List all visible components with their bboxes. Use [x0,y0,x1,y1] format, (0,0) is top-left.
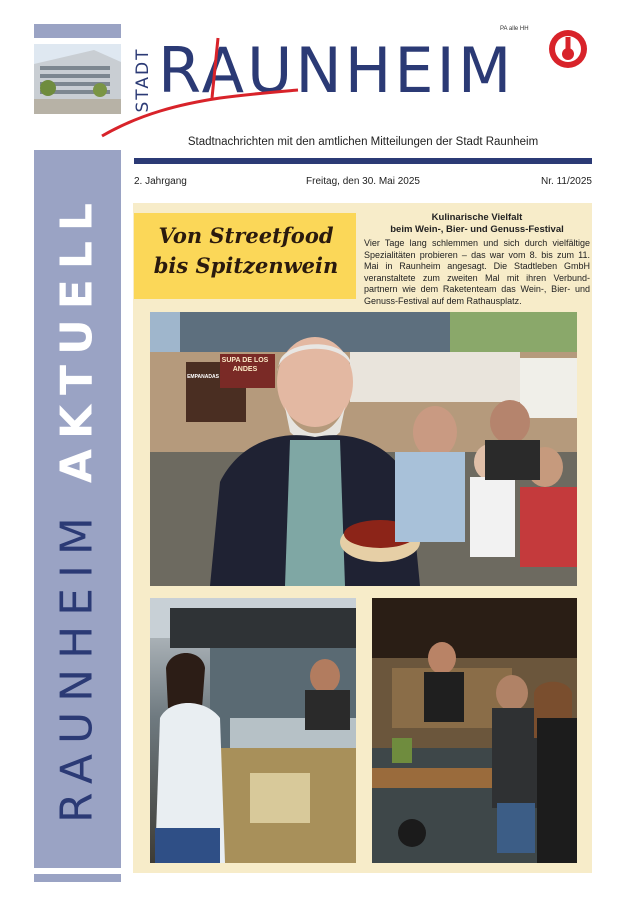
headline-line1: Von Streetfood [158,223,334,248]
teaser-title-line2: beim Wein-, Bier- und Genuss-Festival [390,224,564,235]
sidebar-bottom-bar [34,874,121,882]
food-truck-photo [150,598,356,863]
sidebar-title-aktuell: AKTUELL [51,193,103,484]
masthead-subtitle: Stadtnachrichten mit den amtlichen Mitteilungen der Stadt Raunheim [187,136,539,148]
issue-volume: 2. Jahrgang [134,176,187,187]
festival-main-photo-graphic [150,312,577,586]
masthead-city: RAUNHEIM [158,34,515,107]
sidebar-title [52,193,103,823]
festival-main-photo [150,312,577,586]
couple-stall-photo-graphic [372,598,577,863]
food-truck-photo-graphic [150,598,356,863]
masthead-stadt: STADT [133,47,153,113]
teaser-title [364,212,590,236]
feature-headline [140,221,352,281]
city-seal-icon [547,28,589,70]
issue-number: Nr. 11/2025 [541,176,592,187]
pa-note: PA alle HH [500,26,529,32]
stall-sign: SUPA DE LOS ANDES [221,357,269,373]
headline-line2: bis Spitzenwein [153,253,339,278]
couple-stall-photo [372,598,577,863]
masthead-rule [134,158,592,164]
teaser-title-line1: Kulinarische Vielfalt [431,212,523,223]
masthead-swoosh [100,28,300,138]
teaser-body: Vier Tage lang schlemmen und sich durch vielfältige Spezialitäten probieren – das war vom 8. bis zum 11. Mai in Raunheim angesagt. Die Stadtleben GmbH veranstaltete zum zweiten Mal mit ihren Verbund-partnern wie dem Raketenteam das Wein-, Bier- und Genuss-Festival auf dem Rathausplatz. [364,238,590,306]
sidebar-title-raunheim: RAUNHEIM [51,507,103,823]
stall-sign-empanadas: EMPANADAS [187,374,219,380]
issue-date: Freitag, den 30. Mai 2025 [306,176,420,187]
